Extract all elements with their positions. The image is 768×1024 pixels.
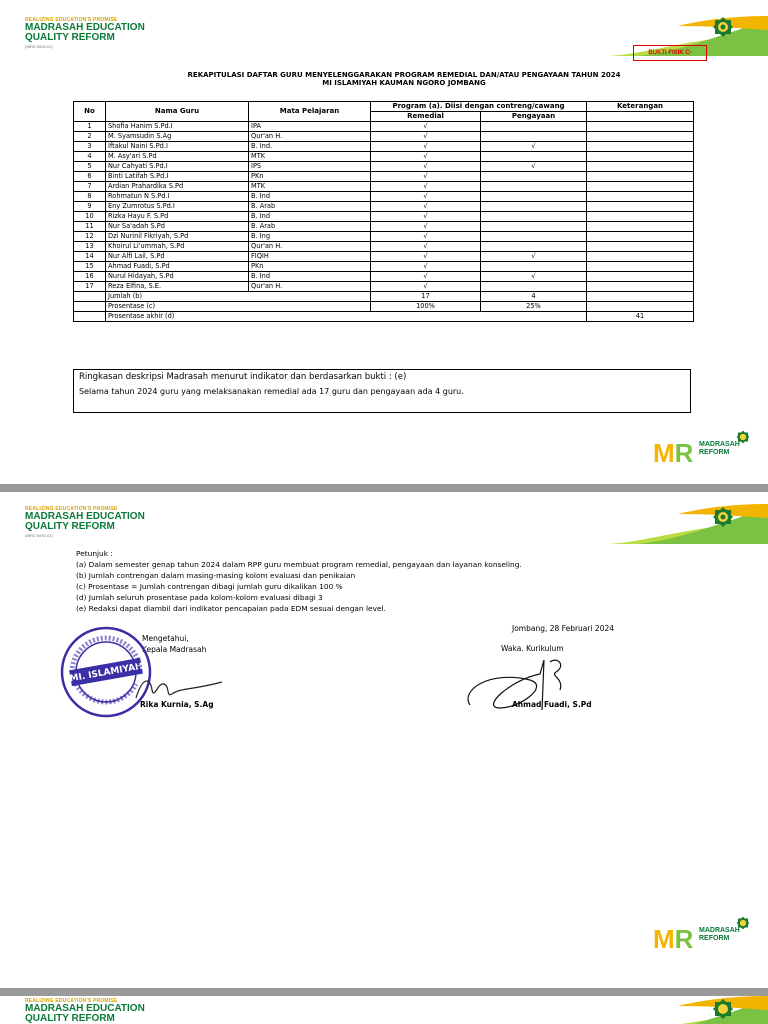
document-title bbox=[0, 71, 768, 87]
row-remedial: √ bbox=[371, 262, 481, 272]
row-no: 10 bbox=[74, 212, 106, 222]
summary-heading: Ringkasan deskripsi Madrasah menurut indikator dan berdasarkan bukti : (e) bbox=[79, 372, 407, 382]
row-keterangan bbox=[587, 272, 694, 282]
row-pengayaan: √ bbox=[481, 162, 587, 172]
row-nama-guru: Ardian Prahardika S.Pd bbox=[106, 182, 249, 192]
table-row bbox=[74, 232, 694, 242]
right-handwritten-signature bbox=[460, 650, 600, 720]
row-mata-pelajaran: B. Ind bbox=[249, 272, 371, 282]
row-pengayaan bbox=[481, 232, 587, 242]
table-header-row bbox=[74, 102, 694, 112]
jumlah-pengayaan: 4 bbox=[481, 292, 587, 302]
row-keterangan bbox=[587, 232, 694, 242]
table-row bbox=[74, 152, 694, 162]
right-signer-name: Ahmad Fuadi, S.Pd bbox=[512, 700, 592, 709]
mr-logo-line1: MADRASAH bbox=[699, 927, 740, 934]
jumlah-blank bbox=[74, 292, 106, 302]
row-pengayaan bbox=[481, 172, 587, 182]
table-row bbox=[74, 212, 694, 222]
row-mata-pelajaran: Qur'an H. bbox=[249, 132, 371, 142]
brand-id: (IBRD 8992-ID) bbox=[25, 44, 53, 49]
table-row bbox=[74, 172, 694, 182]
waka-kurikulum-label: Waka. Kurikulum bbox=[501, 644, 564, 653]
row-pengayaan bbox=[481, 192, 587, 202]
row-nama-guru: Rohmatun N S.Pd.I bbox=[106, 192, 249, 202]
row-remedial: √ bbox=[371, 192, 481, 202]
petunjuk-item-d: (d) Jumlah seluruh prosentase pada kolom-kolom evaluasi dibagi 3 bbox=[76, 593, 323, 602]
row-nama-guru: Binti Latifah S.Pd.I bbox=[106, 172, 249, 182]
prosentase-label: Prosentase (c) bbox=[106, 302, 371, 312]
row-nama-guru: Nurul Hidayah, S.Pd bbox=[106, 272, 249, 282]
kepala-madrasah-label: Kepala Madrasah bbox=[142, 645, 207, 654]
row-mata-pelajaran: B. Ind bbox=[249, 192, 371, 202]
header-mata-pelajaran: Mata Pelajaran bbox=[249, 102, 371, 122]
row-mata-pelajaran: Qur'an H. bbox=[249, 282, 371, 292]
row-pengayaan: √ bbox=[481, 252, 587, 262]
petunjuk-title: Petunjuk : bbox=[76, 549, 113, 558]
document-page-1 bbox=[0, 0, 768, 484]
row-remedial: √ bbox=[371, 242, 481, 252]
table-row bbox=[74, 242, 694, 252]
row-no: 12 bbox=[74, 232, 106, 242]
row-mata-pelajaran: B. Arab bbox=[249, 202, 371, 212]
row-mata-pelajaran: B. Ing bbox=[249, 232, 371, 242]
row-nama-guru: Shofia Hanim S.Pd.I bbox=[106, 122, 249, 132]
row-nama-guru: Nur Sa'adah S.Pd bbox=[106, 222, 249, 232]
row-mata-pelajaran: Qur'an H. bbox=[249, 242, 371, 252]
prosentase-akhir-row bbox=[74, 312, 694, 322]
brand-header-page3 bbox=[25, 998, 145, 1024]
row-remedial: √ bbox=[371, 172, 481, 182]
table-row bbox=[74, 192, 694, 202]
row-mata-pelajaran: PKn bbox=[249, 172, 371, 182]
row-mata-pelajaran: B. Ind. bbox=[249, 142, 371, 152]
prosentase-pengayaan: 25% bbox=[481, 302, 587, 312]
document-page-3 bbox=[0, 996, 768, 1024]
row-pengayaan: √ bbox=[481, 142, 587, 152]
row-mata-pelajaran: IPS bbox=[249, 162, 371, 172]
prosentase-blank bbox=[74, 302, 106, 312]
row-remedial: √ bbox=[371, 122, 481, 132]
mr-logo-text bbox=[699, 927, 740, 943]
brand-line1: MADRASAH EDUCATION bbox=[25, 1003, 145, 1014]
row-nama-guru: Reza Elfina, S.E. bbox=[106, 282, 249, 292]
row-no: 4 bbox=[74, 152, 106, 162]
jumlah-label: Jumlah (b) bbox=[106, 292, 371, 302]
row-no: 15 bbox=[74, 262, 106, 272]
row-remedial: √ bbox=[371, 222, 481, 232]
svg-text:MI. ISLAMIYAH: MI. ISLAMIYAH bbox=[68, 661, 144, 685]
row-pengayaan bbox=[481, 242, 587, 252]
row-mata-pelajaran: B. Arab bbox=[249, 222, 371, 232]
petunjuk-item-b: (b) Jumlah contrengan dalam masing-masing kolom evaluasi dan penikaian bbox=[76, 571, 356, 580]
row-pengayaan bbox=[481, 282, 587, 292]
petunjuk-item-c: (c) Prosentase = Jumlah contrengan dibagi jumlah guru dikalikan 100 % bbox=[76, 582, 343, 591]
table-row bbox=[74, 282, 694, 292]
mr-logo-line1: MADRASAH bbox=[699, 441, 740, 448]
header-program: Program (a). Diisi dengan contreng/cawang bbox=[371, 102, 587, 112]
row-no: 13 bbox=[74, 242, 106, 252]
row-remedial: √ bbox=[371, 232, 481, 242]
row-pengayaan bbox=[481, 182, 587, 192]
row-nama-guru: Nur Alfi Lail, S.Pd bbox=[106, 252, 249, 262]
row-keterangan bbox=[587, 132, 694, 142]
row-pengayaan bbox=[481, 122, 587, 132]
brand-tagline: REALIZING EDUCATION'S PROMISE bbox=[25, 506, 118, 512]
prosentase-akhir-value: 41 bbox=[587, 312, 694, 322]
header-no: No bbox=[74, 102, 106, 122]
row-nama-guru: Iftakul Naini S.Pd.I bbox=[106, 142, 249, 152]
row-keterangan bbox=[587, 252, 694, 262]
kemenag-emblem-icon bbox=[712, 506, 734, 528]
table-row bbox=[74, 142, 694, 152]
row-keterangan bbox=[587, 152, 694, 162]
table-row bbox=[74, 252, 694, 262]
row-pengayaan bbox=[481, 132, 587, 142]
brand-tagline: REALIZING EDUCATION'S PROMISE bbox=[25, 17, 118, 23]
mr-mark-icon: MR bbox=[653, 924, 694, 954]
akhir-blank bbox=[74, 312, 106, 322]
kemenag-emblem-icon bbox=[712, 16, 734, 38]
row-keterangan bbox=[587, 222, 694, 232]
table-row bbox=[74, 222, 694, 232]
table-row bbox=[74, 262, 694, 272]
mr-logo-line2: REFORM bbox=[699, 935, 730, 942]
document-page-2 bbox=[0, 492, 768, 988]
row-no: 2 bbox=[74, 132, 106, 142]
row-no: 17 bbox=[74, 282, 106, 292]
row-no: 6 bbox=[74, 172, 106, 182]
table-row bbox=[74, 162, 694, 172]
mr-logo-text bbox=[699, 441, 740, 457]
row-mata-pelajaran: IPA bbox=[249, 122, 371, 132]
row-remedial: √ bbox=[371, 272, 481, 282]
prosentase-keterangan bbox=[587, 302, 694, 312]
mr-logo-line2: REFORM bbox=[699, 449, 730, 456]
row-no: 16 bbox=[74, 272, 106, 282]
table-row bbox=[74, 272, 694, 282]
row-pengayaan bbox=[481, 262, 587, 272]
signing-date: Jombang, 28 Februari 2024 bbox=[512, 624, 615, 633]
row-keterangan bbox=[587, 192, 694, 202]
table-row bbox=[74, 122, 694, 132]
row-mata-pelajaran: MTK bbox=[249, 182, 371, 192]
left-handwritten-signature bbox=[132, 668, 232, 708]
left-signature-block bbox=[60, 628, 260, 738]
brand-line2: QUALITY REFORM bbox=[25, 32, 115, 43]
row-mata-pelajaran: FIQIH bbox=[249, 252, 371, 262]
row-keterangan bbox=[587, 142, 694, 152]
row-pengayaan: √ bbox=[481, 272, 587, 282]
brand-id: (IBRD 8992-ID) bbox=[25, 533, 53, 538]
row-keterangan bbox=[587, 202, 694, 212]
table-row bbox=[74, 202, 694, 212]
row-no: 5 bbox=[74, 162, 106, 172]
table-row bbox=[74, 182, 694, 192]
row-keterangan bbox=[587, 162, 694, 172]
row-remedial: √ bbox=[371, 132, 481, 142]
madrasah-reform-logo bbox=[653, 430, 753, 470]
row-pengayaan bbox=[481, 152, 587, 162]
row-keterangan bbox=[587, 242, 694, 252]
row-keterangan bbox=[587, 282, 694, 292]
header-nama-guru: Nama Guru bbox=[106, 102, 249, 122]
row-keterangan bbox=[587, 262, 694, 272]
title-line-2: MI ISLAMIYAH KAUMAN NGORO JOMBANG bbox=[322, 79, 486, 87]
row-no: 11 bbox=[74, 222, 106, 232]
brand-header bbox=[25, 17, 145, 49]
row-mata-pelajaran: B. Ind bbox=[249, 212, 371, 222]
row-pengayaan bbox=[481, 202, 587, 212]
mr-mark-icon: MR bbox=[653, 438, 694, 468]
header-swoosh-graphic bbox=[608, 504, 768, 544]
row-nama-guru: Nur Cahyati S.Pd.I bbox=[106, 162, 249, 172]
summary-box bbox=[73, 369, 691, 413]
title-line-1: REKAPITULASI DAFTAR GURU MENYELENGGARAKAN PROGRAM REMEDIAL DAN/ATAU PENGAYAAN TAHUN 2024 bbox=[187, 71, 621, 79]
row-remedial: √ bbox=[371, 152, 481, 162]
row-no: 8 bbox=[74, 192, 106, 202]
row-no: 7 bbox=[74, 182, 106, 192]
row-remedial: √ bbox=[371, 282, 481, 292]
row-nama-guru: Eny Zumrotus S.Pd.I bbox=[106, 202, 249, 212]
brand-line2: QUALITY REFORM bbox=[25, 1013, 115, 1024]
prosentase-row bbox=[74, 302, 694, 312]
row-keterangan bbox=[587, 212, 694, 222]
table-body bbox=[74, 122, 694, 292]
header-remedial: Remedial bbox=[371, 112, 481, 122]
header-pengayaan: Pengayaan bbox=[481, 112, 587, 122]
row-nama-guru: Ahmad Fuadi, S.Pd bbox=[106, 262, 249, 272]
header-swoosh-graphic bbox=[608, 996, 768, 1024]
jumlah-remedial: 17 bbox=[371, 292, 481, 302]
row-remedial: √ bbox=[371, 162, 481, 172]
rekapitulasi-table bbox=[73, 101, 694, 322]
row-remedial: √ bbox=[371, 182, 481, 192]
brand-line1: MADRASAH EDUCATION bbox=[25, 22, 145, 33]
row-keterangan bbox=[587, 172, 694, 182]
header-keterangan-empty bbox=[587, 112, 694, 122]
row-mata-pelajaran: PKn bbox=[249, 262, 371, 272]
jumlah-keterangan bbox=[587, 292, 694, 302]
petunjuk-item-a: (a) Dalam semester genap tahun 2024 dalam RPP guru membuat program remedial, pengayaan dan layanan konseling. bbox=[76, 560, 522, 569]
petunjuk-item-e: (e) Redaksi dapat diambil dari indikator pencapaian pada EDM sesuai dengan level. bbox=[76, 604, 386, 613]
row-nama-guru: Rizka Hayu F. S.Pd bbox=[106, 212, 249, 222]
row-keterangan bbox=[587, 182, 694, 192]
row-nama-guru: Khoirul Li'ummah, S.Pd bbox=[106, 242, 249, 252]
row-no: 14 bbox=[74, 252, 106, 262]
table-row bbox=[74, 132, 694, 142]
petunjuk-section bbox=[76, 548, 522, 614]
row-keterangan bbox=[587, 122, 694, 132]
brand-line1: MADRASAH EDUCATION bbox=[25, 511, 145, 522]
row-nama-guru: M. Asy'ari S.Pd bbox=[106, 152, 249, 162]
prosentase-akhir-label: Prosentase akhir (d) bbox=[106, 312, 587, 322]
bukti-fisik-label: BUKTI FISIK C- bbox=[633, 45, 707, 61]
brand-header-page2 bbox=[25, 506, 145, 538]
left-signer-name: Rika Kurnia, S.Ag bbox=[140, 700, 214, 709]
row-pengayaan bbox=[481, 222, 587, 232]
row-nama-guru: Dzi Nurinil Fikriyah, S.Pd bbox=[106, 232, 249, 242]
mengetahui-label: Mengetahui, bbox=[142, 634, 189, 643]
row-mata-pelajaran: MTK bbox=[249, 152, 371, 162]
row-no: 3 bbox=[74, 142, 106, 152]
jumlah-row bbox=[74, 292, 694, 302]
brand-tagline: REALIZING EDUCATION'S PROMISE bbox=[25, 998, 118, 1004]
header-keterangan: Keterangan bbox=[587, 102, 694, 112]
row-no: 1 bbox=[74, 122, 106, 132]
brand-line2: QUALITY REFORM bbox=[25, 521, 115, 532]
row-remedial: √ bbox=[371, 252, 481, 262]
summary-text: Selama tahun 2024 guru yang melaksanakan remedial ada 17 guru dan pengayaan ada 4 guru. bbox=[79, 387, 464, 396]
row-pengayaan bbox=[481, 212, 587, 222]
row-no: 9 bbox=[74, 202, 106, 212]
row-nama-guru: M. Syamsudin S.Ag bbox=[106, 132, 249, 142]
right-signature-block bbox=[460, 620, 660, 730]
prosentase-remedial: 100% bbox=[371, 302, 481, 312]
row-remedial: √ bbox=[371, 202, 481, 212]
madrasah-reform-logo-page2 bbox=[653, 916, 753, 956]
kemenag-emblem-icon bbox=[712, 998, 734, 1020]
row-remedial: √ bbox=[371, 142, 481, 152]
row-remedial: √ bbox=[371, 212, 481, 222]
